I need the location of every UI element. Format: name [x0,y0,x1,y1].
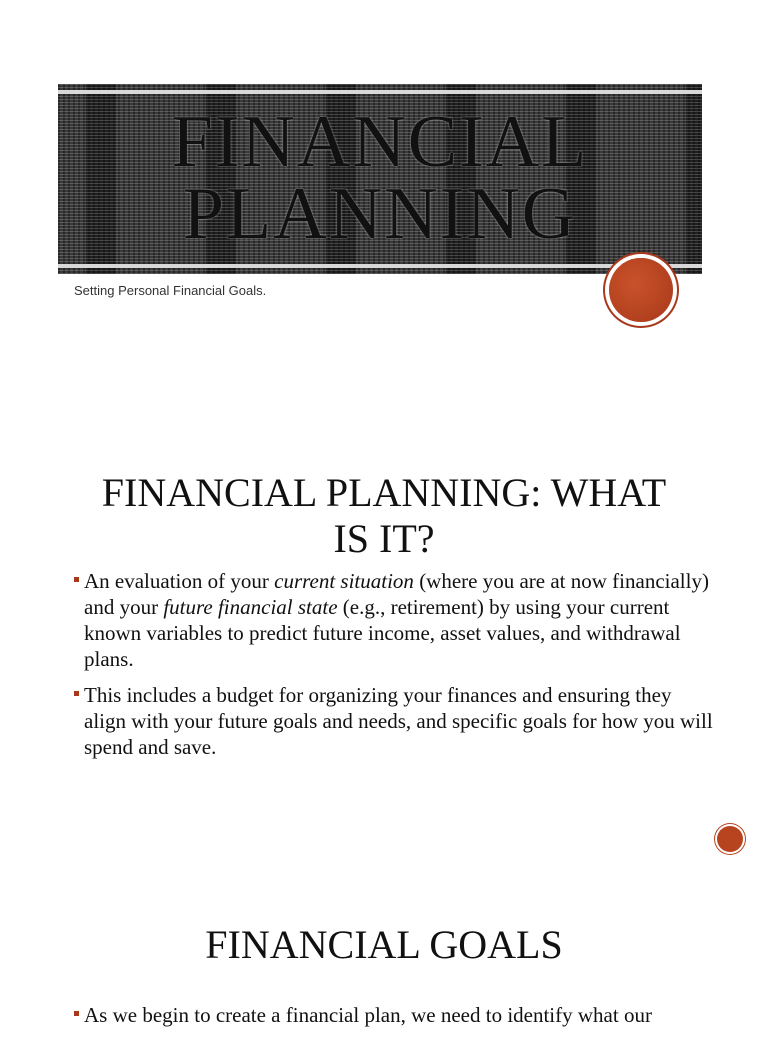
slide-heading: FINANCIAL GOALS [205,922,563,967]
banner-top-rule [58,90,702,94]
title-slide [0,0,768,380]
heading-line-2: IS IT? [333,516,435,561]
slide-heading [60,470,708,562]
decorative-circle [609,258,673,322]
banner-bottom-rule [58,264,702,268]
definition-slide [0,380,768,880]
bullet-marker [74,1011,79,1016]
bullet-item [74,568,714,672]
slide-title: FINANCIAL PLANNING [171,101,589,255]
heading-line-1: FINANCIAL PLANNING: WHAT [101,470,667,515]
bullet-marker [74,577,79,582]
decorative-circle [717,826,743,852]
title-banner [58,84,702,274]
bullet-text: (e.g., retirement) by using your current known variables to predict future income, asset values, and withdrawal plans. [84,595,681,671]
bullet-marker [74,691,79,696]
bullet-item [74,682,714,760]
bullet-emphasis: current situation [274,569,414,593]
bullet-text: As we begin to create a financial plan, we need to identify what our [84,1003,652,1027]
goals-slide [0,880,768,1027]
bullet-list [74,568,714,770]
bullet-emphasis: future financial state [163,595,338,619]
bullet-text: An evaluation of your [84,569,275,593]
bullet-text: This includes a budget for organizing your finances and ensuring they align with your future goals and needs, and specific goals for how you will spend and save. [84,683,713,759]
bullet-text: (where you are at now financially) and your [84,569,709,619]
bullet-item [74,1002,714,1028]
bullet-list [74,1002,714,1038]
slide-subtitle: Setting Personal Financial Goals. [74,283,267,298]
